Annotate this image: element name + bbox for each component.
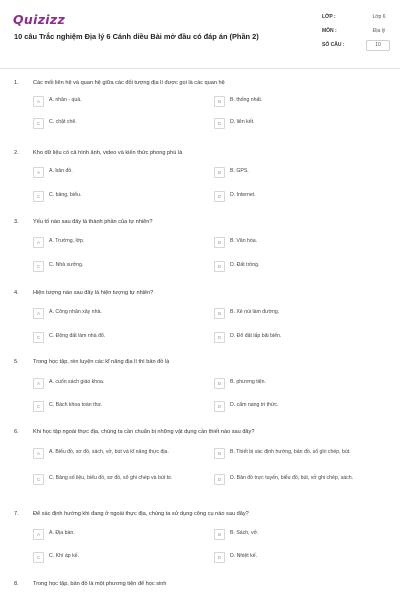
option-text: D. liên kết. [230,119,255,125]
option-text: A. nhân - quả. [49,97,82,103]
question-number: 6. [14,429,19,435]
option-letter-box: A [33,237,44,248]
option-b[interactable] [214,378,384,389]
option-d[interactable] [214,552,384,563]
question-text: Yếu tố nào sau đây là thành phần của tự nhiên? [33,219,153,225]
meta-value: Địa lý [372,28,386,34]
option-a[interactable] [33,308,203,319]
option-letter-box: B [214,96,225,107]
meta-row-subject [322,24,390,38]
option-text: C. Động đất làm nhà đổ. [49,333,106,339]
option-letter-box: B [214,167,225,178]
option-letter-box: C [33,261,44,272]
option-b[interactable] [214,308,384,319]
option-text: A. Địa bàn. [49,530,75,536]
option-text: C. Khí áp kế. [49,553,79,559]
option-text: A. Biểu đồ, sơ đồ, sách, vở, bút và kĩ năng thực địa. [49,449,169,455]
option-letter-box: D [214,261,225,272]
question-number: 5. [14,359,19,365]
option-letter-box: A [33,378,44,389]
meta-label: SỐ CÂU : [322,42,345,48]
option-d[interactable] [214,118,384,129]
option-text: B. GPS. [230,168,249,174]
option-a[interactable] [33,237,203,248]
option-letter-box: D [214,401,225,412]
option-text: B. Thiết bị xác định hướng, bản đồ, sổ ghi chép, bút. [230,449,351,455]
question-text: Kho dữ liệu có cả hình ảnh, video và kiến thức phong phú là [33,150,183,156]
option-b[interactable] [214,448,384,459]
option-text: D. cẩm nang tri thức. [230,402,279,408]
meta-label: LỚP : [322,14,336,20]
option-c[interactable] [33,191,203,202]
option-text: C. Nhà xưởng. [49,262,84,268]
worksheet-meta [322,10,390,52]
option-letter-box: B [214,378,225,389]
option-text: B. thống nhất. [230,97,263,103]
option-text: C. Bách khoa toàn thư. [49,402,103,408]
option-d[interactable] [214,474,384,485]
option-text: B. Xẻ núi làm đường. [230,309,280,315]
option-d[interactable] [214,332,384,343]
option-letter-box: A [33,308,44,319]
option-d[interactable] [214,401,384,412]
option-c[interactable] [33,261,203,272]
meta-row-class [322,10,390,24]
option-b[interactable] [214,96,384,107]
option-letter-box: D [214,118,225,129]
option-c[interactable] [33,118,203,129]
option-a[interactable] [33,378,203,389]
option-letter-box: C [33,332,44,343]
option-b[interactable] [214,237,384,248]
question-number: 3. [14,219,19,225]
meta-value: Lớp 6 [372,14,386,20]
question-number: 8. [14,581,19,587]
option-letter-box: A [33,167,44,178]
option-d[interactable] [214,261,384,272]
question-number: 4. [14,290,19,296]
page-title: 10 câu Trắc nghiệm Địa lý 6 Cánh diều Bài mở đầu có đáp án (Phần 2) [14,32,259,41]
option-d[interactable] [214,191,384,202]
option-letter-box: D [214,552,225,563]
option-a[interactable] [33,448,203,459]
option-letter-box: D [214,474,225,485]
option-c[interactable] [33,474,203,485]
option-b[interactable] [214,167,384,178]
meta-value: 10 [366,40,390,51]
option-text: D. Đổ đất lấp bãi biển. [230,333,282,339]
question-text: Hiện tượng nào sau đây là hiện tượng tự nhiên? [33,290,154,296]
option-b[interactable] [214,529,384,540]
header-divider [0,68,400,69]
option-text: B. phương tiện. [230,379,267,385]
option-text: D. Đất trồng. [230,262,260,268]
option-letter-box: C [33,118,44,129]
question-text: Khi học tập ngoài thực địa, chúng ta cần chuẩn bị những vật dụng cần thiết nào sau đây? [33,429,255,435]
option-a[interactable] [33,96,203,107]
option-letter-box: A [33,96,44,107]
option-text: C. Bảng số liệu, biểu đồ, sơ đồ, sổ ghi chép và bút bi. [49,475,173,481]
option-letter-box: D [214,191,225,202]
option-text: A. Công nhân xây nhà. [49,309,102,315]
option-text: A. bản đồ. [49,168,73,174]
option-letter-box: B [214,529,225,540]
question-number: 2. [14,150,19,156]
option-text: B. Văn hóa. [230,238,258,244]
question-number: 7. [14,511,19,517]
option-c[interactable] [33,552,203,563]
option-a[interactable] [33,529,203,540]
question-text: Để xác định hướng khi đang ở ngoài thực địa, chúng ta sử dụng công cụ nào sau đây? [33,511,249,517]
option-text: A. Trường, lớp. [49,238,85,244]
option-text: C. bảng, biểu. [49,192,82,198]
question-text: Các mối liên hệ và quan hệ giữa các đối tượng địa lí được gọi là các quan hệ [33,80,225,86]
option-c[interactable] [33,401,203,412]
option-text: A. cuốn sách giáo khoa. [49,379,105,385]
meta-label: MÔN : [322,28,337,34]
option-letter-box: C [33,474,44,485]
option-letter-box: D [214,332,225,343]
option-letter-box: C [33,401,44,412]
option-a[interactable] [33,167,203,178]
option-letter-box: A [33,448,44,459]
option-text: D. Internet. [230,192,256,198]
option-c[interactable] [33,332,203,343]
option-letter-box: C [33,191,44,202]
option-text: B. Sách, vở. [230,530,259,536]
option-letter-box: B [214,308,225,319]
option-letter-box: B [214,448,225,459]
option-letter-box: A [33,529,44,540]
quizizz-logo: Quizizz [13,12,66,27]
option-text: C. chặt chẽ. [49,119,77,125]
meta-row-count [322,38,390,52]
question-number: 1. [14,80,19,86]
option-letter-box: B [214,237,225,248]
option-text: D. Nhiệt kế. [230,553,258,559]
question-text: Trong học tập, rèn luyện các kĩ năng địa lí thì bản đồ là [33,359,170,365]
option-letter-box: C [33,552,44,563]
question-text: Trong học tập, bản đồ là một phương tiện để học sinh [33,581,167,587]
option-text: D. Bản đồ trực tuyến, biểu đồ, bút, vở ghi chép, sách. [230,475,354,481]
